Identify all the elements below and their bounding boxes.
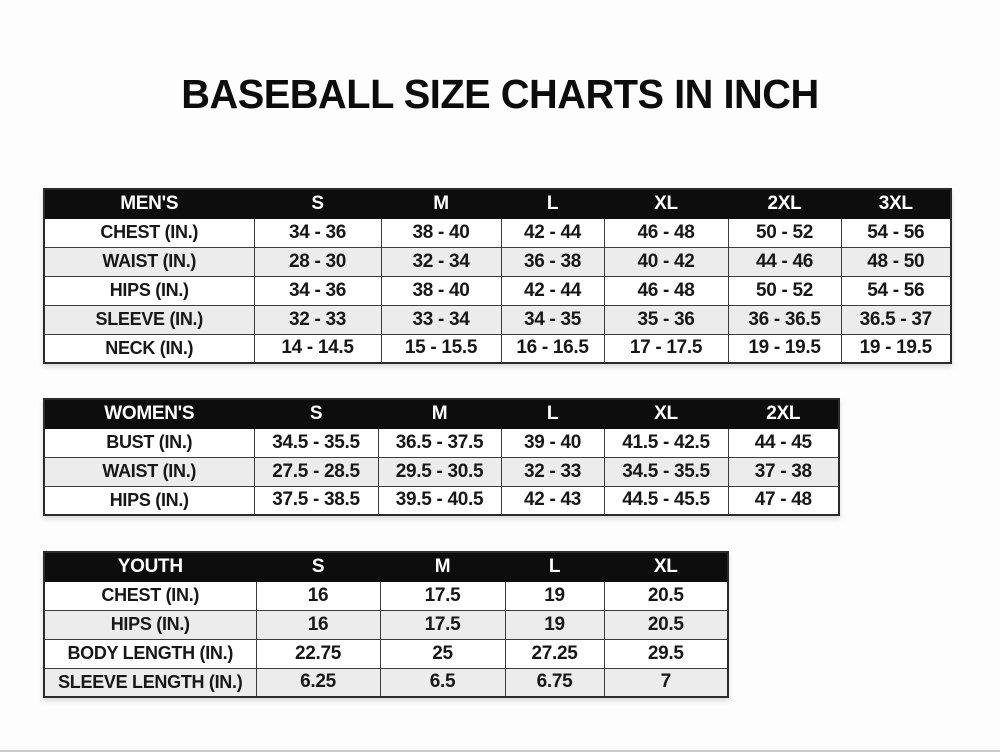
row-label: HIPS (IN.) [44,486,254,515]
table-row [44,668,728,697]
row-label: HIPS (IN.) [44,276,254,305]
size-value-cell: 6.25 [256,668,380,697]
size-value-cell: 40 - 42 [604,247,728,276]
size-value-cell: 34 - 36 [254,276,381,305]
size-value-cell: 16 [256,610,380,639]
size-value-cell: 44.5 - 45.5 [604,486,728,515]
size-value-cell: 19 [505,581,604,610]
table-row [44,428,839,457]
col-header-xl: XL [604,189,728,218]
size-value-cell: 46 - 48 [604,218,728,247]
size-value-cell: 37 - 38 [728,457,839,486]
size-value-cell: 41.5 - 42.5 [604,428,728,457]
size-value-cell: 25 [380,639,505,668]
row-label: HIPS (IN.) [44,610,256,639]
size-value-cell: 16 - 16.5 [501,334,604,363]
table-row [44,276,951,305]
col-header-l: L [501,189,604,218]
size-value-cell: 28 - 30 [254,247,381,276]
size-value-cell: 7 [604,668,728,697]
table-row [44,639,728,668]
size-value-cell: 38 - 40 [381,218,501,247]
size-value-cell: 44 - 45 [728,428,839,457]
size-value-cell: 27.5 - 28.5 [254,457,378,486]
size-value-cell: 20.5 [604,581,728,610]
size-value-cell: 34.5 - 35.5 [254,428,378,457]
size-value-cell: 46 - 48 [604,276,728,305]
table-row [44,610,728,639]
table-row [44,218,951,247]
womens-header-row [44,399,839,428]
col-header-m: M [378,399,501,428]
size-value-cell: 47 - 48 [728,486,839,515]
size-value-cell: 34 - 35 [501,305,604,334]
size-value-cell: 6.75 [505,668,604,697]
size-value-cell: 33 - 34 [381,305,501,334]
size-value-cell: 42 - 43 [501,486,604,515]
col-header-m: M [380,552,505,581]
size-value-cell: 39 - 40 [501,428,604,457]
youth-size-table [43,551,729,698]
size-value-cell: 39.5 - 40.5 [378,486,501,515]
table-row [44,581,728,610]
col-header-xl: XL [604,552,728,581]
size-value-cell: 34 - 36 [254,218,381,247]
size-value-cell: 17.5 [380,581,505,610]
size-value-cell: 35 - 36 [604,305,728,334]
size-value-cell: 54 - 56 [841,276,951,305]
size-value-cell: 42 - 44 [501,276,604,305]
size-value-cell: 27.25 [505,639,604,668]
size-value-cell: 20.5 [604,610,728,639]
mens-size-table [43,188,952,364]
size-value-cell: 22.75 [256,639,380,668]
col-header-2xl: 2XL [728,399,839,428]
size-value-cell: 16 [256,581,380,610]
col-header-2xl: 2XL [728,189,841,218]
row-label: BODY LENGTH (IN.) [44,639,256,668]
col-header-l: L [505,552,604,581]
size-value-cell: 36.5 - 37.5 [378,428,501,457]
size-value-cell: 44 - 46 [728,247,841,276]
row-label: WAIST (IN.) [44,247,254,276]
table-row [44,457,839,486]
row-label: SLEEVE LENGTH (IN.) [44,668,256,697]
table-row [44,334,951,363]
row-label: CHEST (IN.) [44,581,256,610]
size-value-cell: 14 - 14.5 [254,334,381,363]
col-header-s: S [254,399,378,428]
size-value-cell: 6.5 [380,668,505,697]
size-value-cell: 32 - 34 [381,247,501,276]
row-label: NECK (IN.) [44,334,254,363]
row-label: BUST (IN.) [44,428,254,457]
size-value-cell: 29.5 - 30.5 [378,457,501,486]
row-label: CHEST (IN.) [44,218,254,247]
size-value-cell: 36.5 - 37 [841,305,951,334]
size-value-cell: 48 - 50 [841,247,951,276]
size-value-cell: 37.5 - 38.5 [254,486,378,515]
size-value-cell: 15 - 15.5 [381,334,501,363]
table-row [44,305,951,334]
size-value-cell: 32 - 33 [254,305,381,334]
mens-table-title: MEN'S [44,189,254,218]
size-value-cell: 19 - 19.5 [841,334,951,363]
size-value-cell: 50 - 52 [728,218,841,247]
table-row [44,486,839,515]
col-header-l: L [501,399,604,428]
youth-table-title: YOUTH [44,552,256,581]
size-value-cell: 19 - 19.5 [728,334,841,363]
size-value-cell: 36 - 36.5 [728,305,841,334]
size-value-cell: 19 [505,610,604,639]
col-header-xl: XL [604,399,728,428]
col-header-m: M [381,189,501,218]
col-header-3xl: 3XL [841,189,951,218]
mens-header-row [44,189,951,218]
size-value-cell: 17 - 17.5 [604,334,728,363]
col-header-s: S [254,189,381,218]
row-label: SLEEVE (IN.) [44,305,254,334]
row-label: WAIST (IN.) [44,457,254,486]
size-value-cell: 38 - 40 [381,276,501,305]
size-value-cell: 17.5 [380,610,505,639]
youth-header-row [44,552,728,581]
size-value-cell: 29.5 [604,639,728,668]
table-row [44,247,951,276]
size-value-cell: 34.5 - 35.5 [604,457,728,486]
size-value-cell: 54 - 56 [841,218,951,247]
page-title: BASEBALL SIZE CHARTS IN INCH [181,71,819,117]
womens-table-title: WOMEN'S [44,399,254,428]
womens-size-table [43,398,840,516]
size-value-cell: 50 - 52 [728,276,841,305]
col-header-s: S [256,552,380,581]
size-value-cell: 36 - 38 [501,247,604,276]
size-value-cell: 42 - 44 [501,218,604,247]
size-value-cell: 32 - 33 [501,457,604,486]
